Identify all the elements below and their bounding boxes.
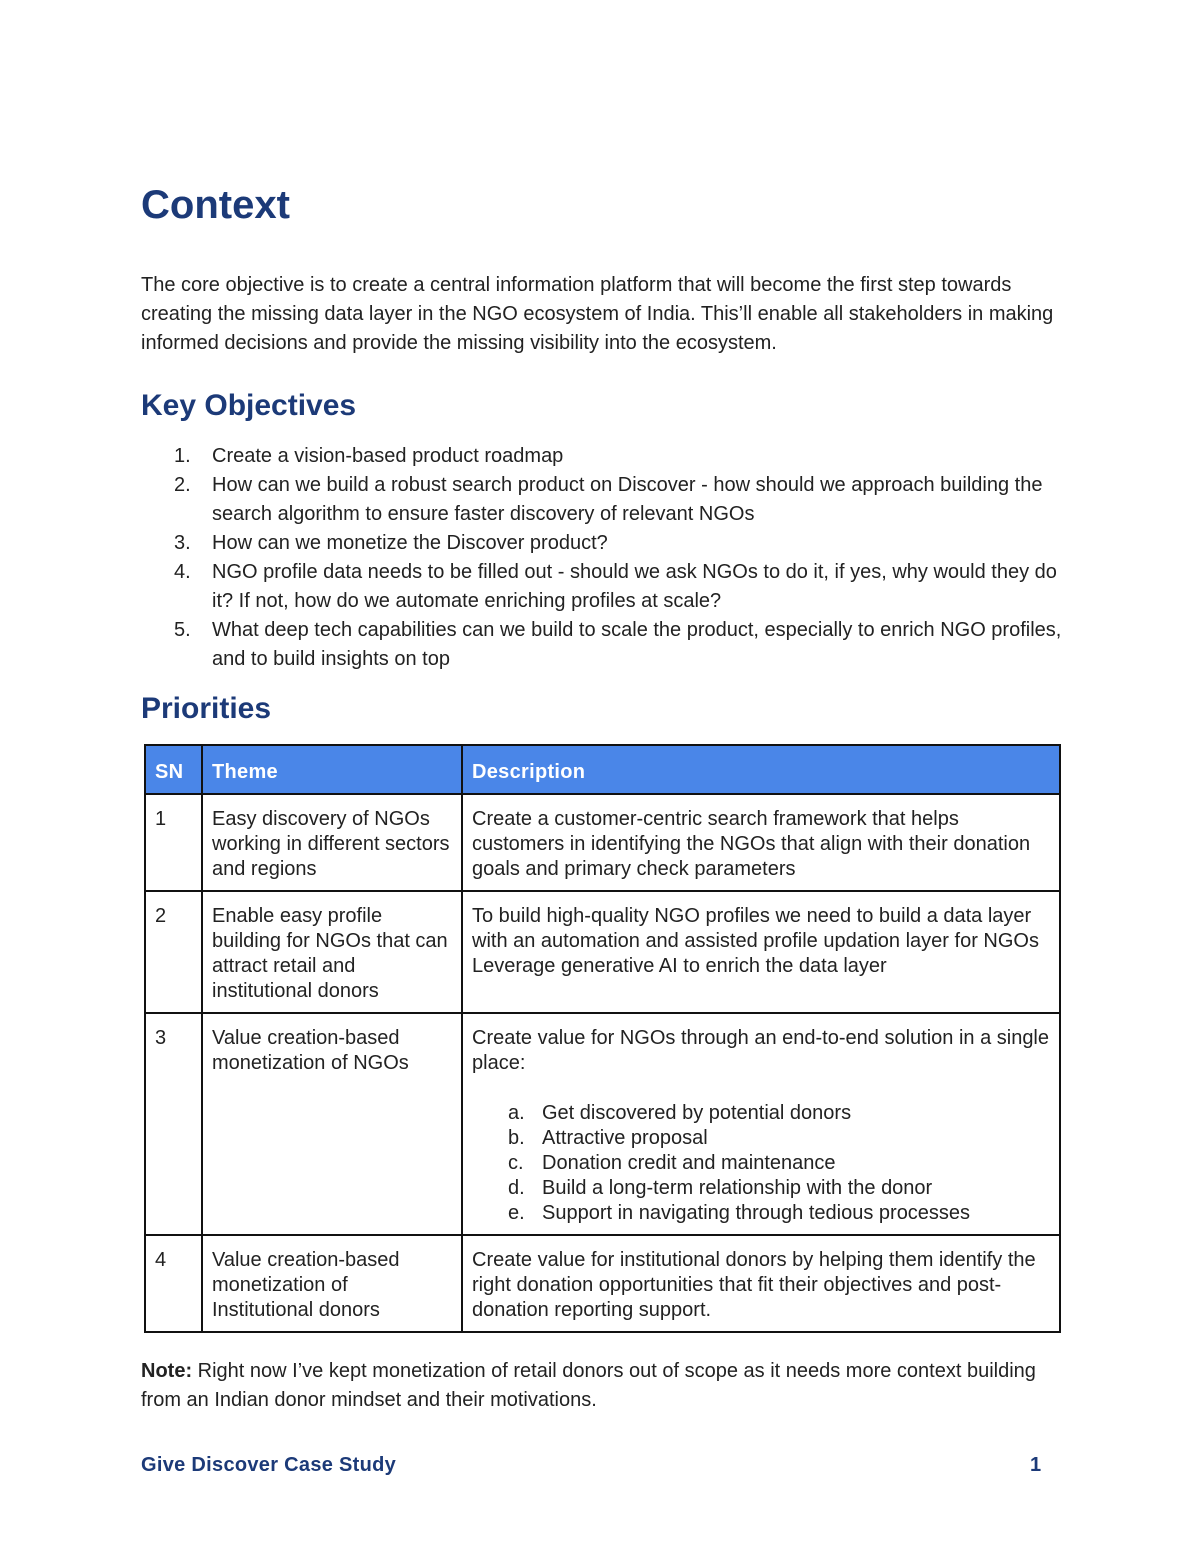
priorities-table (144, 744, 1061, 1333)
table-row (145, 794, 1060, 891)
sub-list-item (472, 1151, 1051, 1176)
header-theme: Theme (202, 745, 462, 794)
list-number: 4. (174, 561, 191, 583)
sub-list-text: Attractive proposal (542, 1127, 708, 1149)
cell-theme: Easy discovery of NGOs working in different sectors and regions (202, 794, 462, 891)
note-text: Right now I’ve kept monetization of retail donors out of scope as it needs more context building from an Indian donor mindset and their motivations. (141, 1360, 1036, 1411)
objectives-list (141, 442, 1071, 674)
sub-list-text: Donation credit and maintenance (542, 1152, 836, 1174)
list-number: 2. (174, 474, 191, 496)
sub-list-text: Build a long-term relationship with the donor (542, 1177, 933, 1199)
list-item (141, 616, 1071, 674)
note-paragraph (141, 1357, 1081, 1415)
cell-sn: 1 (145, 794, 202, 891)
description-line: Leverage generative AI to enrich the data layer (472, 955, 887, 977)
cell-theme: Enable easy profile building for NGOs that can attract retail and institutional donors (202, 891, 462, 1013)
context-heading: Context (141, 183, 290, 227)
note-label: Note: (141, 1360, 193, 1382)
sub-list-text: Get discovered by potential donors (542, 1102, 852, 1124)
list-item-text: What deep tech capabilities can we build to scale the product, especially to enrich NGO profiles, and to build insights on top (212, 619, 1062, 670)
description-line: To build high-quality NGO profiles we need to build a data layer with an automation and assisted profile updation layer for NGOs (472, 905, 1039, 952)
context-paragraph: The core objective is to create a central information platform that will become the first step towards creating the missing data layer in the NGO ecosystem of India. This’ll enable all stakeholders in making informed decisions and provide the missing visibility into the ecosystem. (141, 274, 1054, 354)
sub-list-item (472, 1176, 1051, 1201)
priorities-heading: Priorities (141, 692, 272, 725)
list-item-text: How can we monetize the Discover product? (212, 532, 608, 554)
list-item (141, 529, 1071, 558)
sub-list-text: Support in navigating through tedious processes (542, 1202, 971, 1224)
list-number: 3. (174, 532, 191, 554)
list-item (141, 558, 1071, 616)
cell-description (462, 1013, 1060, 1235)
key-objectives-heading: Key Objectives (141, 389, 357, 422)
cell-theme: Value creation-based monetization of Institutional donors (202, 1235, 462, 1332)
list-item (141, 442, 1071, 471)
table-row (145, 891, 1060, 1013)
cell-description: Create value for institutional donors by helping them identify the right donation opportunities that fit their objectives and post-donation reporting support. (462, 1235, 1060, 1332)
footer-title: Give Discover Case Study (141, 1454, 397, 1476)
cell-sn: 2 (145, 891, 202, 1013)
cell-theme: Value creation-based monetization of NGOs (202, 1013, 462, 1235)
sub-list-letter: e. (508, 1202, 525, 1224)
list-number: 1. (174, 445, 191, 467)
header-description: Description (462, 745, 1060, 794)
list-number: 5. (174, 619, 191, 641)
sub-list-letter: c. (508, 1152, 524, 1174)
sub-list-letter: d. (508, 1177, 525, 1199)
description-line: Create value for NGOs through an end-to-end solution in a single place: (472, 1027, 1050, 1074)
table-row (145, 1013, 1060, 1235)
table-row (145, 1235, 1060, 1332)
cell-sn: 3 (145, 1013, 202, 1235)
sub-list (472, 1101, 1051, 1226)
list-item-text: How can we build a robust search product on Discover - how should we approach building the search algorithm to ensure faster discovery of relevant NGOs (212, 474, 1043, 525)
cell-sn: 4 (145, 1235, 202, 1332)
sub-list-letter: b. (508, 1127, 525, 1149)
sub-list-item (472, 1201, 1051, 1226)
cell-description: Create a customer-centric search framework that helps customers in identifying the NGOs that align with their donation goals and primary check parameters (462, 794, 1060, 891)
sub-list-item (472, 1101, 1051, 1126)
sub-list-item (472, 1126, 1051, 1151)
list-item (141, 471, 1071, 529)
list-item-text: NGO profile data needs to be filled out - should we ask NGOs to do it, if yes, why would they do it? If not, how do we automate enriching profiles at scale? (212, 561, 1057, 612)
page-number: 1 (1030, 1454, 1042, 1476)
list-item-text: Create a vision-based product roadmap (212, 445, 564, 467)
table-header-row (145, 745, 1060, 794)
sub-list-letter: a. (508, 1102, 525, 1124)
cell-description (462, 891, 1060, 1013)
header-sn: SN (145, 745, 202, 794)
